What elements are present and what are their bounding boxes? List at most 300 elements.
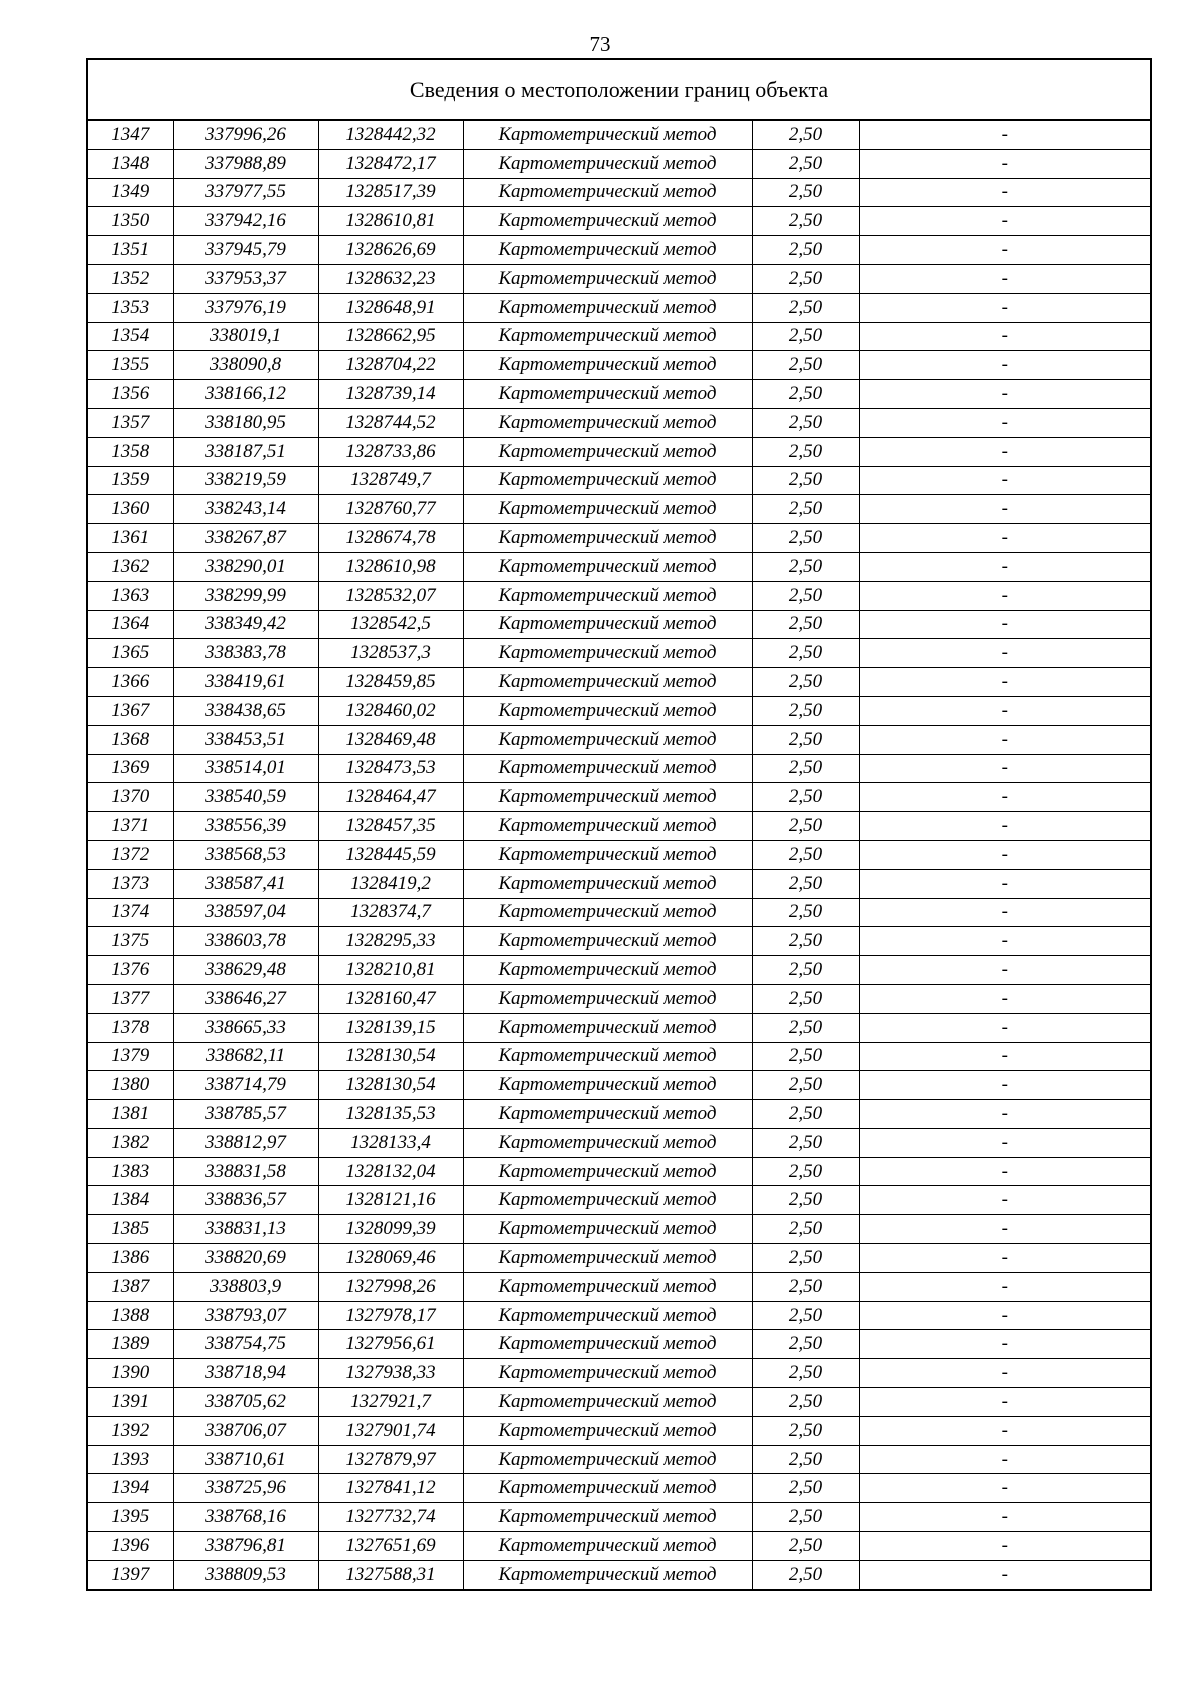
method-cell: Картометрический метод [463,1301,752,1330]
description-cell: - [859,178,1151,207]
method-cell: Картометрический метод [463,1445,752,1474]
point-number-cell: 1372 [87,840,173,869]
accuracy-cell: 2,50 [752,1301,859,1330]
description-cell: - [859,725,1151,754]
method-cell: Картометрический метод [463,984,752,1013]
accuracy-cell: 2,50 [752,1560,859,1589]
method-cell: Картометрический метод [463,610,752,639]
method-cell: Картометрический метод [463,1359,752,1388]
x-coordinate-cell: 338831,13 [173,1215,318,1244]
boundary-coordinates-table [86,58,1152,1591]
boundary-table-container [86,58,1150,1591]
accuracy-cell: 2,50 [752,783,859,812]
x-coordinate-cell: 337945,79 [173,236,318,265]
description-cell: - [859,380,1151,409]
x-coordinate-cell: 338796,81 [173,1532,318,1561]
point-number-cell: 1355 [87,351,173,380]
y-coordinate-cell: 1328210,81 [318,956,463,985]
method-cell: Картометрический метод [463,754,752,783]
method-cell: Картометрический метод [463,264,752,293]
point-number-cell: 1382 [87,1128,173,1157]
point-number-cell: 1377 [87,984,173,1013]
table-row [87,812,1151,841]
point-number-cell: 1376 [87,956,173,985]
accuracy-cell: 2,50 [752,264,859,293]
y-coordinate-cell: 1327651,69 [318,1532,463,1561]
point-number-cell: 1362 [87,552,173,581]
point-number-cell: 1387 [87,1272,173,1301]
y-coordinate-cell: 1328469,48 [318,725,463,754]
table-row [87,984,1151,1013]
y-coordinate-cell: 1328442,32 [318,120,463,149]
description-cell: - [859,812,1151,841]
point-number-cell: 1396 [87,1532,173,1561]
table-row [87,236,1151,265]
accuracy-cell: 2,50 [752,840,859,869]
method-cell: Картометрический метод [463,149,752,178]
method-cell: Картометрический метод [463,322,752,351]
description-cell: - [859,1128,1151,1157]
table-row [87,869,1151,898]
table-row [87,1071,1151,1100]
method-cell: Картометрический метод [463,1157,752,1186]
accuracy-cell: 2,50 [752,466,859,495]
point-number-cell: 1390 [87,1359,173,1388]
point-number-cell: 1380 [87,1071,173,1100]
description-cell: - [859,1532,1151,1561]
accuracy-cell: 2,50 [752,1157,859,1186]
x-coordinate-cell: 338453,51 [173,725,318,754]
table-row [87,552,1151,581]
table-row [87,1503,1151,1532]
accuracy-cell: 2,50 [752,1388,859,1417]
x-coordinate-cell: 338812,97 [173,1128,318,1157]
x-coordinate-cell: 338267,87 [173,524,318,553]
x-coordinate-cell: 338219,59 [173,466,318,495]
y-coordinate-cell: 1328739,14 [318,380,463,409]
method-cell: Картометрический метод [463,1042,752,1071]
accuracy-cell: 2,50 [752,1013,859,1042]
point-number-cell: 1371 [87,812,173,841]
x-coordinate-cell: 338705,62 [173,1388,318,1417]
point-number-cell: 1374 [87,898,173,927]
accuracy-cell: 2,50 [752,1100,859,1129]
y-coordinate-cell: 1328130,54 [318,1042,463,1071]
method-cell: Картометрический метод [463,552,752,581]
point-number-cell: 1392 [87,1416,173,1445]
description-cell: - [859,495,1151,524]
accuracy-cell: 2,50 [752,1474,859,1503]
table-row [87,149,1151,178]
table-row [87,754,1151,783]
table-row [87,639,1151,668]
y-coordinate-cell: 1328537,3 [318,639,463,668]
method-cell: Картометрический метод [463,1272,752,1301]
point-number-cell: 1350 [87,207,173,236]
table-row [87,1560,1151,1589]
x-coordinate-cell: 338243,14 [173,495,318,524]
table-row [87,120,1151,149]
x-coordinate-cell: 338725,96 [173,1474,318,1503]
y-coordinate-cell: 1328674,78 [318,524,463,553]
description-cell: - [859,840,1151,869]
method-cell: Картометрический метод [463,1100,752,1129]
x-coordinate-cell: 338419,61 [173,668,318,697]
description-cell: - [859,1474,1151,1503]
table-row [87,927,1151,956]
x-coordinate-cell: 338568,53 [173,840,318,869]
accuracy-cell: 2,50 [752,956,859,985]
description-cell: - [859,1359,1151,1388]
y-coordinate-cell: 1328648,91 [318,293,463,322]
point-number-cell: 1364 [87,610,173,639]
table-row [87,524,1151,553]
table-row [87,1301,1151,1330]
accuracy-cell: 2,50 [752,380,859,409]
y-coordinate-cell: 1328744,52 [318,408,463,437]
accuracy-cell: 2,50 [752,1503,859,1532]
description-cell: - [859,236,1151,265]
x-coordinate-cell: 338383,78 [173,639,318,668]
method-cell: Картометрический метод [463,1244,752,1273]
y-coordinate-cell: 1328419,2 [318,869,463,898]
y-coordinate-cell: 1328472,17 [318,149,463,178]
method-cell: Картометрический метод [463,178,752,207]
point-number-cell: 1391 [87,1388,173,1417]
point-number-cell: 1368 [87,725,173,754]
accuracy-cell: 2,50 [752,812,859,841]
x-coordinate-cell: 338290,01 [173,552,318,581]
x-coordinate-cell: 338597,04 [173,898,318,927]
y-coordinate-cell: 1328295,33 [318,927,463,956]
table-row [87,1388,1151,1417]
description-cell: - [859,1013,1151,1042]
x-coordinate-cell: 338299,99 [173,581,318,610]
description-cell: - [859,524,1151,553]
description-cell: - [859,956,1151,985]
method-cell: Картометрический метод [463,927,752,956]
point-number-cell: 1360 [87,495,173,524]
point-number-cell: 1373 [87,869,173,898]
point-number-cell: 1397 [87,1560,173,1589]
x-coordinate-cell: 338349,42 [173,610,318,639]
y-coordinate-cell: 1327956,61 [318,1330,463,1359]
x-coordinate-cell: 338718,94 [173,1359,318,1388]
x-coordinate-cell: 338540,59 [173,783,318,812]
point-number-cell: 1370 [87,783,173,812]
y-coordinate-cell: 1328610,81 [318,207,463,236]
y-coordinate-cell: 1328464,47 [318,783,463,812]
point-number-cell: 1369 [87,754,173,783]
accuracy-cell: 2,50 [752,1359,859,1388]
table-row [87,1532,1151,1561]
x-coordinate-cell: 338629,48 [173,956,318,985]
x-coordinate-cell: 338019,1 [173,322,318,351]
accuracy-cell: 2,50 [752,639,859,668]
method-cell: Картометрический метод [463,236,752,265]
description-cell: - [859,120,1151,149]
point-number-cell: 1393 [87,1445,173,1474]
table-row [87,1474,1151,1503]
description-cell: - [859,1301,1151,1330]
table-caption-row [87,59,1151,120]
method-cell: Картометрический метод [463,812,752,841]
description-cell: - [859,1388,1151,1417]
point-number-cell: 1388 [87,1301,173,1330]
table-row [87,1013,1151,1042]
table-row [87,293,1151,322]
description-cell: - [859,466,1151,495]
x-coordinate-cell: 338820,69 [173,1244,318,1273]
x-coordinate-cell: 338587,41 [173,869,318,898]
description-cell: - [859,1560,1151,1589]
y-coordinate-cell: 1328473,53 [318,754,463,783]
accuracy-cell: 2,50 [752,1128,859,1157]
x-coordinate-cell: 338603,78 [173,927,318,956]
accuracy-cell: 2,50 [752,524,859,553]
method-cell: Картометрический метод [463,1503,752,1532]
point-number-cell: 1367 [87,696,173,725]
description-cell: - [859,1272,1151,1301]
point-number-cell: 1352 [87,264,173,293]
description-cell: - [859,581,1151,610]
description-cell: - [859,668,1151,697]
method-cell: Картометрический метод [463,956,752,985]
description-cell: - [859,696,1151,725]
y-coordinate-cell: 1328099,39 [318,1215,463,1244]
y-coordinate-cell: 1328532,07 [318,581,463,610]
accuracy-cell: 2,50 [752,351,859,380]
y-coordinate-cell: 1327879,97 [318,1445,463,1474]
method-cell: Картометрический метод [463,437,752,466]
description-cell: - [859,207,1151,236]
y-coordinate-cell: 1328542,5 [318,610,463,639]
point-number-cell: 1365 [87,639,173,668]
x-coordinate-cell: 337977,55 [173,178,318,207]
accuracy-cell: 2,50 [752,1244,859,1273]
method-cell: Картометрический метод [463,1560,752,1589]
y-coordinate-cell: 1327588,31 [318,1560,463,1589]
method-cell: Картометрический метод [463,1388,752,1417]
table-row [87,264,1151,293]
point-number-cell: 1347 [87,120,173,149]
table-row [87,581,1151,610]
method-cell: Картометрический метод [463,668,752,697]
y-coordinate-cell: 1328069,46 [318,1244,463,1273]
method-cell: Картометрический метод [463,1128,752,1157]
y-coordinate-cell: 1328517,39 [318,178,463,207]
table-row [87,408,1151,437]
x-coordinate-cell: 338706,07 [173,1416,318,1445]
method-cell: Картометрический метод [463,1416,752,1445]
table-row [87,1215,1151,1244]
method-cell: Картометрический метод [463,1186,752,1215]
table-row [87,1157,1151,1186]
table-row [87,1330,1151,1359]
method-cell: Картометрический метод [463,1071,752,1100]
x-coordinate-cell: 338836,57 [173,1186,318,1215]
x-coordinate-cell: 338556,39 [173,812,318,841]
table-row [87,1445,1151,1474]
accuracy-cell: 2,50 [752,207,859,236]
table-row [87,207,1151,236]
x-coordinate-cell: 338785,57 [173,1100,318,1129]
x-coordinate-cell: 338665,33 [173,1013,318,1042]
accuracy-cell: 2,50 [752,668,859,697]
accuracy-cell: 2,50 [752,437,859,466]
description-cell: - [859,898,1151,927]
description-cell: - [859,408,1151,437]
y-coordinate-cell: 1327901,74 [318,1416,463,1445]
table-row [87,1128,1151,1157]
point-number-cell: 1386 [87,1244,173,1273]
table-row [87,696,1151,725]
description-cell: - [859,1445,1151,1474]
y-coordinate-cell: 1328130,54 [318,1071,463,1100]
point-number-cell: 1349 [87,178,173,207]
x-coordinate-cell: 338714,79 [173,1071,318,1100]
table-row [87,1186,1151,1215]
point-number-cell: 1381 [87,1100,173,1129]
table-row [87,351,1151,380]
method-cell: Картометрический метод [463,1330,752,1359]
accuracy-cell: 2,50 [752,1330,859,1359]
accuracy-cell: 2,50 [752,120,859,149]
y-coordinate-cell: 1327732,74 [318,1503,463,1532]
y-coordinate-cell: 1327921,7 [318,1388,463,1417]
method-cell: Картометрический метод [463,120,752,149]
point-number-cell: 1389 [87,1330,173,1359]
accuracy-cell: 2,50 [752,1042,859,1071]
x-coordinate-cell: 337996,26 [173,120,318,149]
y-coordinate-cell: 1328132,04 [318,1157,463,1186]
y-coordinate-cell: 1328121,16 [318,1186,463,1215]
method-cell: Картометрический метод [463,1474,752,1503]
y-coordinate-cell: 1328632,23 [318,264,463,293]
point-number-cell: 1361 [87,524,173,553]
accuracy-cell: 2,50 [752,495,859,524]
method-cell: Картометрический метод [463,293,752,322]
accuracy-cell: 2,50 [752,149,859,178]
y-coordinate-cell: 1328704,22 [318,351,463,380]
y-coordinate-cell: 1328374,7 [318,898,463,927]
table-row [87,725,1151,754]
x-coordinate-cell: 338166,12 [173,380,318,409]
description-cell: - [859,1157,1151,1186]
accuracy-cell: 2,50 [752,236,859,265]
table-row [87,668,1151,697]
accuracy-cell: 2,50 [752,984,859,1013]
description-cell: - [859,639,1151,668]
x-coordinate-cell: 337942,16 [173,207,318,236]
accuracy-cell: 2,50 [752,178,859,207]
point-number-cell: 1359 [87,466,173,495]
y-coordinate-cell: 1328733,86 [318,437,463,466]
x-coordinate-cell: 338090,8 [173,351,318,380]
accuracy-cell: 2,50 [752,725,859,754]
x-coordinate-cell: 338187,51 [173,437,318,466]
method-cell: Картометрический метод [463,495,752,524]
page-number: 73 [589,32,611,56]
point-number-cell: 1357 [87,408,173,437]
x-coordinate-cell: 338754,75 [173,1330,318,1359]
y-coordinate-cell: 1327841,12 [318,1474,463,1503]
accuracy-cell: 2,50 [752,869,859,898]
description-cell: - [859,351,1151,380]
accuracy-cell: 2,50 [752,927,859,956]
y-coordinate-cell: 1328457,35 [318,812,463,841]
description-cell: - [859,1100,1151,1129]
y-coordinate-cell: 1328460,02 [318,696,463,725]
accuracy-cell: 2,50 [752,754,859,783]
y-coordinate-cell: 1328133,4 [318,1128,463,1157]
table-row [87,956,1151,985]
table-row [87,1244,1151,1273]
method-cell: Картометрический метод [463,351,752,380]
description-cell: - [859,927,1151,956]
accuracy-cell: 2,50 [752,696,859,725]
y-coordinate-cell: 1328610,98 [318,552,463,581]
accuracy-cell: 2,50 [752,408,859,437]
y-coordinate-cell: 1327938,33 [318,1359,463,1388]
description-cell: - [859,1186,1151,1215]
point-number-cell: 1375 [87,927,173,956]
accuracy-cell: 2,50 [752,610,859,639]
point-number-cell: 1384 [87,1186,173,1215]
method-cell: Картометрический метод [463,207,752,236]
point-number-cell: 1366 [87,668,173,697]
x-coordinate-cell: 337976,19 [173,293,318,322]
accuracy-cell: 2,50 [752,1532,859,1561]
table-row [87,783,1151,812]
x-coordinate-cell: 338514,01 [173,754,318,783]
y-coordinate-cell: 1328445,59 [318,840,463,869]
method-cell: Картометрический метод [463,408,752,437]
table-row [87,380,1151,409]
accuracy-cell: 2,50 [752,1186,859,1215]
description-cell: - [859,1244,1151,1273]
table-row [87,1272,1151,1301]
accuracy-cell: 2,50 [752,581,859,610]
table-row [87,1359,1151,1388]
x-coordinate-cell: 338646,27 [173,984,318,1013]
x-coordinate-cell: 338793,07 [173,1301,318,1330]
x-coordinate-cell: 338768,16 [173,1503,318,1532]
point-number-cell: 1358 [87,437,173,466]
description-cell: - [859,783,1151,812]
table-row [87,1416,1151,1445]
table-row [87,898,1151,927]
accuracy-cell: 2,50 [752,322,859,351]
description-cell: - [859,1215,1151,1244]
y-coordinate-cell: 1327978,17 [318,1301,463,1330]
method-cell: Картометрический метод [463,898,752,927]
accuracy-cell: 2,50 [752,552,859,581]
method-cell: Картометрический метод [463,840,752,869]
table-row [87,1042,1151,1071]
point-number-cell: 1395 [87,1503,173,1532]
table-row [87,840,1151,869]
table-body [87,120,1151,1590]
table-row [87,466,1151,495]
method-cell: Картометрический метод [463,524,752,553]
accuracy-cell: 2,50 [752,1071,859,1100]
description-cell: - [859,869,1151,898]
point-number-cell: 1353 [87,293,173,322]
table-row [87,495,1151,524]
description-cell: - [859,437,1151,466]
x-coordinate-cell: 337988,89 [173,149,318,178]
